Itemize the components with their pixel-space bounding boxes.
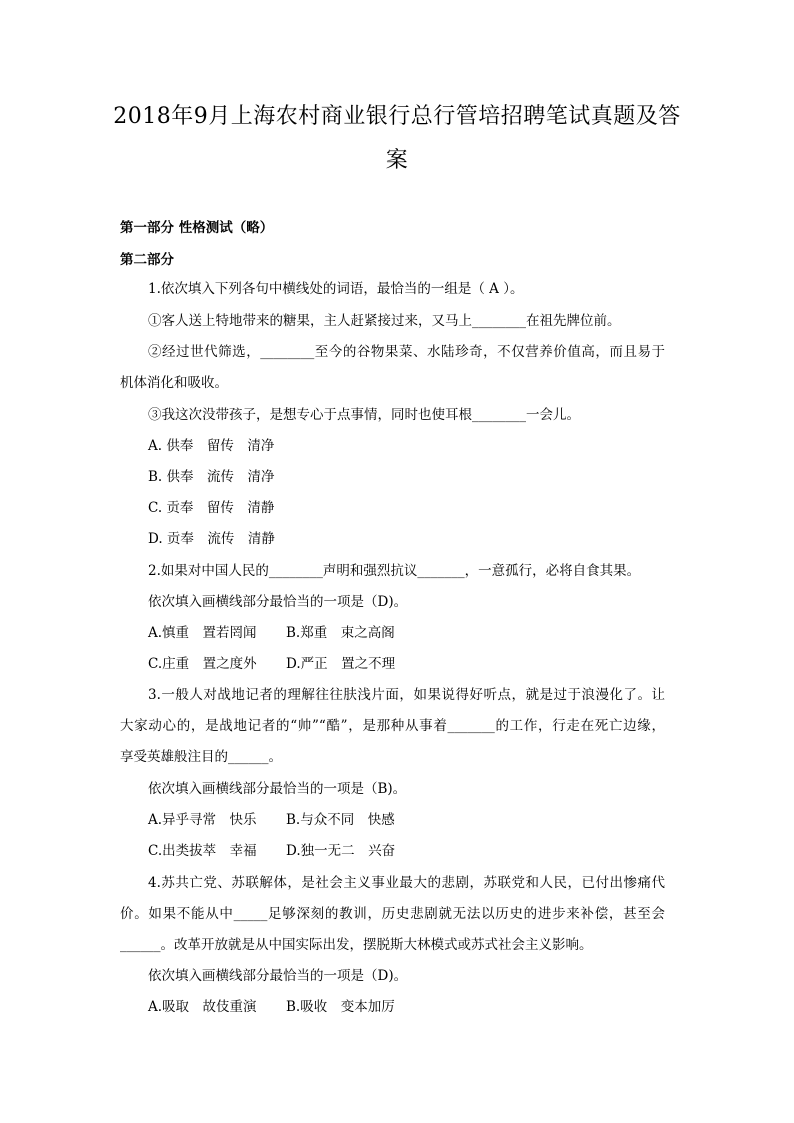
q3-option-b: B.与众不同 快感: [286, 812, 395, 828]
q1-option-a: A. 供奉 留传 清净: [148, 438, 275, 454]
q1-stem: 1.依次填入下列各句中横线处的词语，最恰当的一组是（ A ）。: [148, 281, 524, 297]
document-title: [110, 95, 684, 183]
q3-option-c: C.出类拔萃 幸福: [148, 843, 257, 859]
title-line-1: 2018年9月上海农村商业银行总行管培招聘笔试真题及答: [113, 104, 681, 129]
q3-line-1: 3.一般人对战地记者的理解往往肤浅片面，如果说得好听点，就是过于浪漫化了。让: [148, 687, 665, 703]
section-heading-1: 第一部分 性格测试（略）: [120, 220, 274, 236]
q2-options-row-2: [148, 654, 396, 674]
q2-prompt: 依次填入画横线部分最恰当的一项是（D)。: [148, 594, 408, 610]
q3-prompt: 依次填入画横线部分最恰当的一项是（B)。: [148, 781, 407, 797]
q4-line-1: 4.苏共亡党、苏联解体，是社会主义事业最大的悲剧，苏联党和人民，已付出惨痛代: [148, 875, 665, 891]
q1-sentence-2-line-1: ②经过世代筛选，________至今的谷物果菜、水陆珍奇，不仅营养价值高，而且易于: [148, 344, 665, 360]
q4-option-a: A.吸取 故伎重演: [148, 999, 257, 1015]
title-line-2: 案: [385, 148, 409, 173]
q2-options-row-1: [148, 623, 395, 643]
q3-options-row-2: [148, 841, 396, 861]
q4-option-b: B.吸收 变本加厉: [286, 999, 395, 1015]
q1-option-b: B. 供奉 流传 清净: [148, 469, 275, 485]
q2-option-c: C.庄重 置之度外: [148, 656, 257, 672]
q1-sentence-2-line-2: 机体消化和吸收。: [120, 375, 228, 391]
section-heading-2: 第二部分: [120, 252, 174, 268]
q2-option-b: B.郑重 束之高阁: [286, 625, 395, 641]
q3-option-d: D.独一无二 兴奋: [286, 843, 396, 859]
q2-option-d: D.严正 置之不理: [286, 656, 396, 672]
q3-option-a: A.异乎寻常 快乐: [148, 812, 257, 828]
q4-line-3: ______。改革开放就是从中国实际出发，摆脱斯大林模式或苏式社会主义影响。: [120, 937, 593, 953]
q4-options-row-1: [148, 997, 395, 1017]
q4-line-2: 价。如果不能从中_____足够深刻的教训，历史悲剧就无法以历史的进步来补偿，甚至会: [120, 906, 665, 922]
q3-line-3: 享受英雄般注目的______。: [120, 749, 282, 765]
q1-option-d: D. 贡奉 流传 清静: [148, 531, 275, 547]
q2-option-a: A.慎重 置若罔闻: [148, 625, 257, 641]
q3-line-2: 大家动心的，是战地记者的“帅”“酷”，是那种从事着_______的工作，行走在死亡边缘，: [120, 718, 665, 734]
q3-options-row-1: [148, 810, 395, 830]
q2-stem: 2.如果对中国人民的________声明和强烈抗议_______，一意孤行，必将自食其果。: [148, 563, 641, 579]
q1-sentence-1: ①客人送上特地带来的糖果，主人赶紧接过来，又马上________在祖先牌位前。: [148, 313, 621, 329]
q1-option-c: C. 贡奉 留传 清静: [148, 500, 275, 516]
q1-sentence-3: ③我这次没带孩子，是想专心于点事情，同时也使耳根________一会儿。: [148, 407, 580, 423]
q4-prompt: 依次填入画横线部分最恰当的一项是（D)。: [148, 968, 408, 984]
